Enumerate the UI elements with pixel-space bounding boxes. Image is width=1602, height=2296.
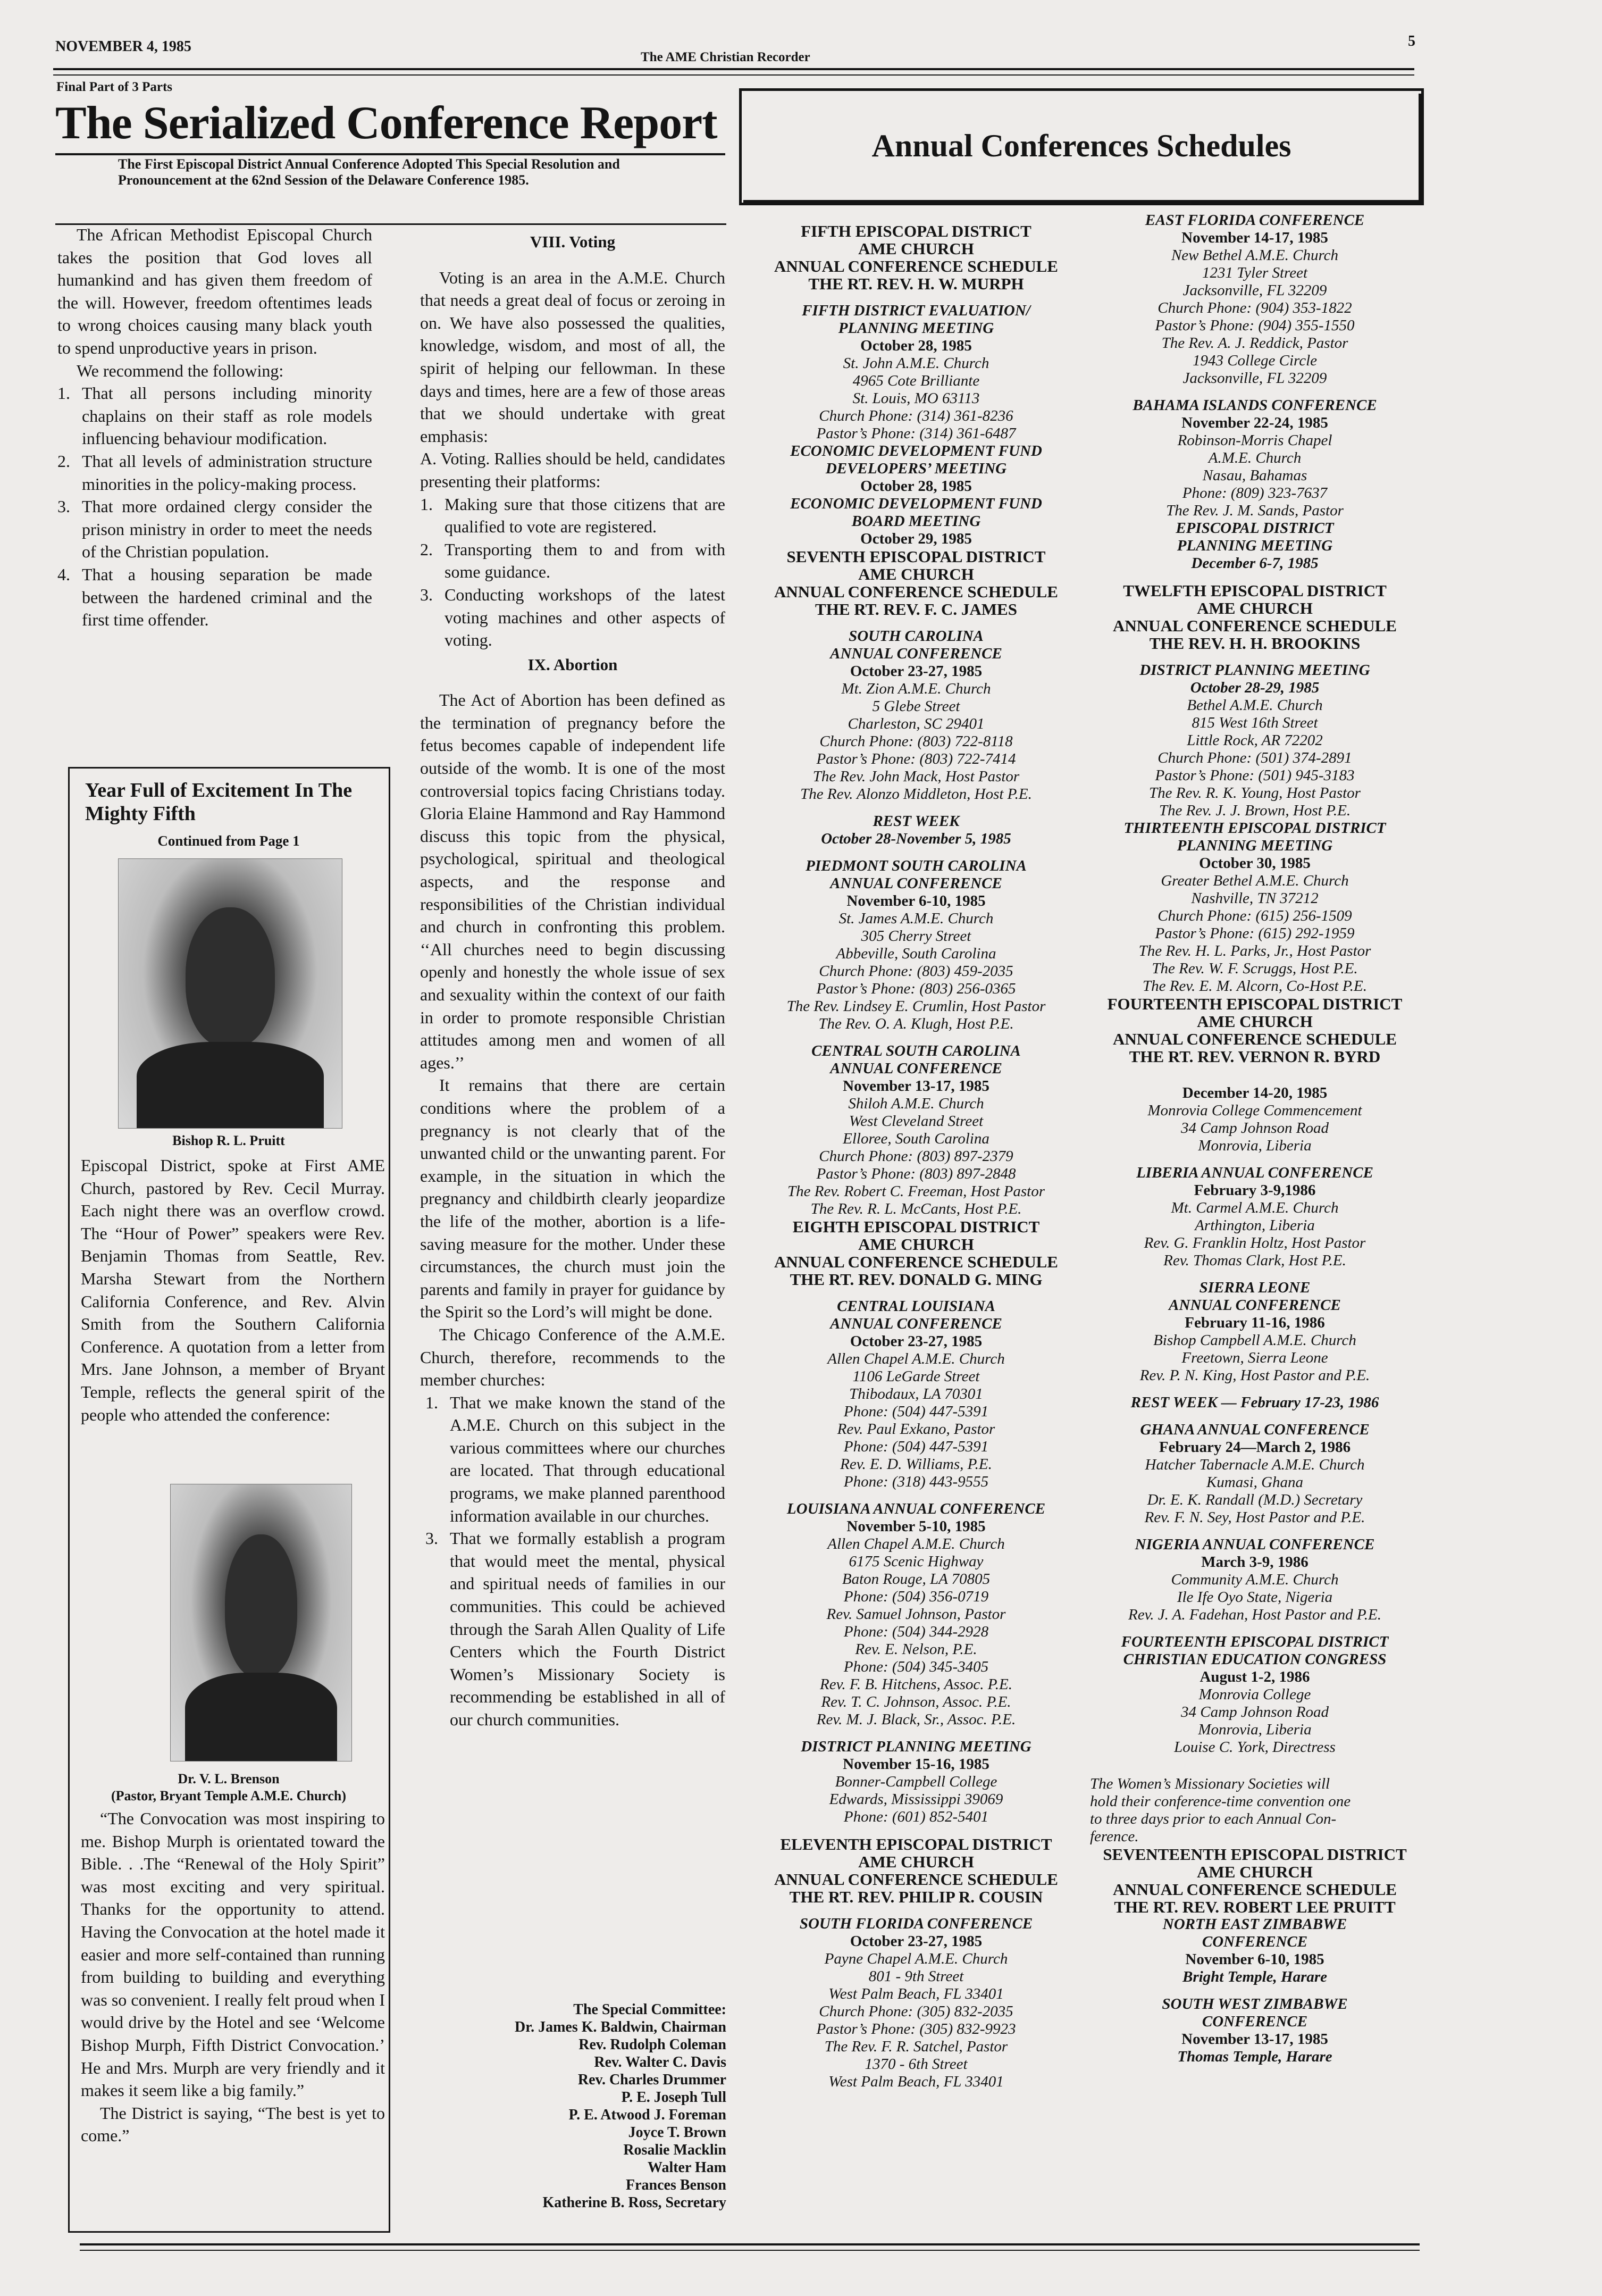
schedule-line: Monrovia College: [1198, 1686, 1311, 1703]
schedule-line: February 24—March 2, 1986: [1159, 1439, 1351, 1456]
committee-member: Rosalie Macklin: [623, 2142, 726, 2158]
district-heading: ANNUAL CONFERENCE SCHEDULE: [774, 582, 1058, 601]
district-heading: AME CHURCH: [1197, 599, 1313, 617]
schedule-column-1: [749, 222, 1084, 2091]
schedule-line: CENTRAL LOUISIANA: [837, 1298, 995, 1315]
district-heading: FOURTEENTH EPISCOPAL DISTRICT: [1107, 995, 1403, 1013]
schedule-line: The Women’s Missionary Societies will: [1090, 1775, 1330, 1792]
schedule-spacer: [1090, 387, 1420, 397]
schedule-line: Rev. G. Franklin Holtz, Host Pastor: [1144, 1234, 1366, 1251]
schedule-line: ANNUAL CONFERENCE: [830, 875, 1002, 892]
schedule-line: November 15-16, 1985: [843, 1756, 989, 1773]
schedule-line: Robinson-Morris Chapel: [1177, 432, 1332, 449]
schedule-spacer: [1090, 1756, 1420, 1766]
schedule-line: Rev. F. B. Hitchens, Assoc. P.E.: [820, 1676, 1012, 1693]
schedule-spacer: [1090, 1065, 1420, 1075]
list-item: 2. Transporting them to and from with some guidance.: [420, 539, 725, 582]
schedule-line: October 23-27, 1985: [850, 1333, 983, 1350]
list-item: 3. That more ordained clergy consider the prison ministry in order to meet the needs of the Christian population.: [57, 497, 372, 562]
committee-member: Walter Ham: [647, 2159, 726, 2176]
schedule-line: 6175 Scenic Highway: [849, 1553, 984, 1570]
schedule-spacer: [749, 1729, 1084, 1738]
schedule-line: The Rev. R. L. McCants, Host P.E.: [810, 1200, 1022, 1217]
schedule-line: SOUTH CAROLINA: [849, 628, 984, 645]
schedule-line: Monrovia College Commencement: [1147, 1102, 1362, 1119]
schedule-line: Rev. Samuel Johnson, Pastor: [826, 1606, 1006, 1623]
schedule-line: October 30, 1985: [1199, 855, 1311, 872]
photo-caption-brenson-title: (Pastor, Bryant Temple A.M.E. Church): [111, 1788, 347, 1804]
schedule-line: 815 West 16th Street: [1192, 714, 1318, 731]
schedule-line: St. Louis, MO 63113: [852, 390, 980, 407]
schedule-line: Jacksonville, FL 32209: [1182, 282, 1327, 299]
section-heading-voting: VIII. Voting: [530, 232, 616, 251]
schedule-line: Pastor’s Phone: (615) 292-1959: [1155, 925, 1355, 942]
schedule-line: December 6-7, 1985: [1191, 555, 1319, 572]
schedule-line: A.M.E. Church: [1208, 449, 1302, 466]
schedule-line: Monrovia, Liberia: [1198, 1137, 1312, 1154]
schedule-line: October 29, 1985: [860, 530, 972, 547]
schedule-line: August 1-2, 1986: [1200, 1668, 1310, 1685]
schedule-line: Phone: (504) 447-5391: [843, 1403, 989, 1420]
schedule-line: Pastor’s Phone: (803) 722-7414: [816, 750, 1016, 767]
schedule-line: December 14-20, 1985: [1182, 1084, 1328, 1101]
schedule-line: Little Rock, AR 72202: [1187, 732, 1323, 749]
district-heading: AME CHURCH: [858, 1852, 974, 1871]
schedule-line: November 22-24, 1985: [1181, 414, 1328, 431]
schedule-line: West Cleveland Street: [849, 1113, 984, 1130]
schedule-line: Church Phone: (803) 897-2379: [819, 1148, 1013, 1165]
schedule-line: Rev. F. N. Sey, Host Pastor and P.E.: [1144, 1509, 1365, 1526]
intro-column: [57, 223, 372, 631]
schedule-spacer: [749, 1033, 1084, 1042]
schedule-line: The Rev. Robert C. Freeman, Host Pastor: [787, 1183, 1045, 1200]
schedule-line: 1370 - 6th Street: [865, 2056, 968, 2073]
list-item: 2. That all levels of administration structure minorities in the policy-making process.: [57, 451, 372, 494]
footer-rule-thin: [80, 2250, 1420, 2251]
schedule-line: Phone: (504) 447-5391: [843, 1438, 989, 1455]
schedule-line: October 23-27, 1985: [850, 1933, 983, 1950]
schedule-line: FIFTH DISTRICT EVALUATION/: [802, 302, 1030, 319]
schedule-line: The Rev. J. J. Brown, Host P.E.: [1159, 802, 1351, 819]
photo-caption-brenson: Dr. V. L. Brenson: [178, 1771, 280, 1786]
schedule-line: February 11-16, 1986: [1185, 1314, 1325, 1331]
schedule-spacer: [1090, 1270, 1420, 1279]
schedule-line: Bonner-Campbell College: [835, 1773, 997, 1790]
schedule-line: Charleston, SC 29401: [848, 715, 985, 732]
schedule-line: 305 Cherry Street: [861, 928, 971, 945]
schedule-spacer: [749, 1491, 1084, 1500]
schedule-line: Pastor’s Phone: (501) 945-3183: [1155, 767, 1355, 784]
list-item: 4. That a housing separation be made between the hardened criminal and the first time offender.: [57, 564, 372, 630]
schedule-line: February 3-9,1986: [1194, 1182, 1316, 1199]
schedule-line: 4965 Cote Brilliante: [852, 372, 980, 389]
schedule-line: Ile Ife Oyo State, Nigeria: [1177, 1589, 1333, 1606]
schedule-line: Edwards, Mississippi 39069: [829, 1791, 1003, 1808]
list-item: 1. That all persons including minority chaplains on their staff as role models influencing behaviour modification.: [57, 383, 372, 448]
schedule-line: Pastor’s Phone: (904) 355-1550: [1155, 317, 1355, 334]
schedule-spacer: [1090, 1766, 1420, 1775]
schedule-line: 801 - 9th Street: [868, 1968, 964, 1985]
district-heading: SEVENTH EPISCOPAL DISTRICT: [786, 547, 1046, 566]
district-heading: FIFTH EPISCOPAL DISTRICT: [801, 222, 1031, 240]
district-heading: ANNUAL CONFERENCE SCHEDULE: [774, 1870, 1058, 1889]
header-rule: [53, 68, 1414, 70]
district-heading: THE REV. H. H. BROOKINS: [1149, 634, 1361, 653]
district-heading: THE RT. REV. DONALD G. MING: [790, 1270, 1043, 1289]
schedule-line: October 28, 1985: [860, 478, 972, 495]
schedule-line: Monrovia, Liberia: [1198, 1721, 1312, 1738]
abortion-paragraph-2: It remains that there are certain conditions where the problem of a pregnancy is not clearly that of the unwanted child or the unwanting parent. For example, in the situation in which the pregnancy and childbirth clearly jeopardize the life of the mother, abortion is a life-saving measure for the mother. Under these circumstances, the church must join the parents and family in prayer for guidance by the Spirit so the Lord’s will might be done.: [420, 1075, 725, 1322]
schedule-line: FOURTEENTH EPISCOPAL DISTRICT: [1121, 1633, 1389, 1650]
schedule-line: ference.: [1090, 1828, 1139, 1845]
schedule-line: Nashville, TN 37212: [1191, 890, 1319, 907]
schedule-line: Bishop Campbell A.M.E. Church: [1153, 1332, 1356, 1349]
district-heading: ANNUAL CONFERENCE SCHEDULE: [1113, 1880, 1397, 1899]
schedule-line: 1231 Tyler Street: [1202, 264, 1308, 281]
schedule-line: St. John A.M.E. Church: [843, 355, 989, 372]
committee-member: Rev. Walter C. Davis: [594, 2054, 726, 2070]
schedule-line: November 5-10, 1985: [846, 1518, 986, 1535]
voting-rallies: A. Voting. Rallies should be held, candidates presenting their platforms:: [420, 449, 725, 491]
article-deck: The First Episcopal District Annual Conference Adopted This Special Resolution and Pronouncement at the 62nd Session of the Delaware Conference 1985.: [118, 156, 620, 188]
schedule-line: ANNUAL CONFERENCE: [1169, 1297, 1341, 1314]
schedule-spacer: [749, 1906, 1084, 1915]
schedule-line: October 23-27, 1985: [850, 663, 983, 680]
schedule-spacer: [1090, 1624, 1420, 1633]
schedule-line: Rev. E. D. Williams, P.E.: [840, 1456, 992, 1473]
schedules-title: Annual Conferences Schedules: [871, 128, 1291, 163]
schedule-line: Pastor’s Phone: (803) 256-0365: [816, 980, 1016, 997]
committee-member: Rev. Rudolph Coleman: [578, 2036, 726, 2053]
schedule-line: Freetown, Sierra Leone: [1181, 1349, 1328, 1366]
schedule-line: SOUTH FLORIDA CONFERENCE: [799, 1915, 1033, 1932]
committee-member: Rev. Charles Drummer: [577, 2072, 726, 2088]
schedule-line: West Palm Beach, FL 33401: [828, 2073, 1004, 2090]
schedule-line: GHANA ANNUAL CONFERENCE: [1140, 1421, 1370, 1438]
schedule-line: Pastor’s Phone: (305) 832-9923: [816, 2021, 1016, 2038]
bishop-pruitt-photo: [118, 858, 342, 1129]
schedule-line: NORTH EAST ZIMBABWE: [1162, 1916, 1347, 1933]
schedule-line: SOUTH WEST ZIMBABWE: [1162, 1996, 1348, 2013]
schedule-line: The Rev. J. M. Sands, Pastor: [1166, 502, 1344, 519]
schedule-line: CONFERENCE: [1202, 1933, 1308, 1950]
schedules-title-shadow: [743, 200, 1424, 205]
schedule-line: EAST FLORIDA CONFERENCE: [1145, 212, 1365, 229]
schedule-line: Church Phone: (904) 353-1822: [1158, 299, 1352, 316]
intro-recommend: We recommend the following:: [77, 361, 284, 380]
schedule-line: ANNUAL CONFERENCE: [830, 1315, 1002, 1332]
schedule-line: Allen Chapel A.M.E. Church: [827, 1350, 1005, 1367]
schedule-line: SIERRA LEONE: [1199, 1279, 1311, 1296]
schedule-line: Church Phone: (803) 722-8118: [819, 733, 1013, 750]
schedule-line: Church Phone: (803) 459-2035: [819, 963, 1013, 980]
schedule-spacer: [749, 293, 1084, 302]
schedule-line: NIGERIA ANNUAL CONFERENCE: [1135, 1536, 1375, 1553]
schedule-line: Mt. Zion A.M.E. Church: [841, 680, 991, 697]
district-heading: ANNUAL CONFERENCE SCHEDULE: [1113, 1030, 1397, 1048]
schedule-line: Church Phone: (615) 256-1509: [1158, 907, 1352, 924]
schedule-line: Baton Rouge, LA 70805: [842, 1571, 991, 1588]
title-rule: [55, 153, 725, 155]
list-item: 3. Conducting workshops of the latest voting machines and other aspects of voting.: [420, 585, 725, 650]
schedule-spacer: [1090, 652, 1420, 662]
intro-paragraph: The African Methodist Episcopal Church takes the position that God loves all humankind and has given them freedom of the will. However, freedom oftentimes leads to wrong choices causing many black youth to spend unproductive years in prison.: [57, 225, 372, 357]
abortion-paragraph-1: The Act of Abortion has been defined as the termination of pregnancy before the fetus becomes capable of independent life outside of the womb. It is one of the most controversial topics facing Christians today. Gloria Elaine Hammond and Ray Hammond discuss this topic from the physical, psychological, spiritual and theological aspects, and the response and responsibilities of the Christian individual and church in confronting this problem. ‘‘All churches need to begin discussing openly and honestly the whole issue of sex and sexuality within the context of our faith in order to promote responsible Christian attitudes among men and women of all ages.’’: [420, 690, 725, 1072]
committee-member: Frances Benson: [626, 2177, 726, 2193]
schedule-line: Allen Chapel A.M.E. Church: [827, 1535, 1005, 1552]
schedule-line: Thibodaux, LA 70301: [849, 1385, 983, 1402]
schedule-line: New Bethel A.M.E. Church: [1171, 247, 1339, 264]
district-heading: SEVENTEENTH EPISCOPAL DISTRICT: [1103, 1845, 1407, 1864]
committee-member: Joyce T. Brown: [628, 2124, 726, 2141]
schedule-line: Mt. Carmel A.M.E. Church: [1171, 1199, 1339, 1216]
footer-rule: [80, 2243, 1420, 2245]
schedule-line: Rev. M. J. Black, Sr., Assoc. P.E.: [816, 1711, 1016, 1728]
schedule-line: Hatcher Tabernacle A.M.E. Church: [1145, 1456, 1365, 1473]
schedule-line: 1943 College Circle: [1192, 352, 1318, 369]
schedule-line: Bright Temple, Harare: [1182, 1968, 1328, 1985]
article-title: The Serialized Conference Report: [55, 97, 717, 149]
schedule-line: PLANNING MEETING: [1177, 837, 1333, 854]
schedule-line: Pastor’s Phone: (314) 361-6487: [816, 425, 1016, 442]
schedule-line: Community A.M.E. Church: [1171, 1571, 1339, 1588]
committee-member: Katherine B. Ross, Secretary: [542, 2194, 726, 2211]
schedule-line: CONFERENCE: [1202, 2013, 1308, 2030]
schedule-line: Phone: (504) 345-3405: [843, 1658, 989, 1675]
schedule-line: 34 Camp Johnson Road: [1181, 1704, 1329, 1721]
schedule-line: 34 Camp Johnson Road: [1181, 1120, 1329, 1137]
schedule-line: Rev. P. N. King, Host Pastor and P.E.: [1139, 1367, 1370, 1384]
section-heading-abortion: IX. Abortion: [527, 655, 618, 674]
voting-paragraph: Voting is an area in the A.M.E. Church that needs a great deal of focus or zeroing in on. We have also possessed the qualities, knowledge, wisdom, and most of all, the spirit of helping our fellowman. In these days and times, here are a few of those areas that we should undertake with great emphasis:: [420, 268, 725, 446]
schedule-line: Church Phone: (501) 374-2891: [1158, 749, 1352, 766]
schedule-line: Greater Bethel A.M.E. Church: [1161, 872, 1349, 889]
schedule-line: March 3-9, 1986: [1201, 1554, 1309, 1571]
schedule-line: The Rev. Alonzo Middleton, Host P.E.: [800, 786, 1032, 803]
schedule-line: November 13-17, 1985: [843, 1078, 989, 1095]
schedule-line: Arthington, Liberia: [1195, 1217, 1315, 1234]
schedule-line: BOARD MEETING: [851, 513, 981, 530]
schedule-line: October 28-29, 1985: [1190, 679, 1320, 696]
schedule-line: The Rev. H. L. Parks, Jr., Host Pastor: [1138, 942, 1371, 959]
schedule-line: Rev. E. Nelson, P.E.: [855, 1641, 977, 1658]
schedule-line: Phone: (809) 323-7637: [1182, 485, 1328, 502]
schedule-line: Rev. J. A. Fadehan, Host Pastor and P.E.: [1128, 1606, 1382, 1623]
district-heading: AME CHURCH: [1197, 1863, 1313, 1881]
schedule-line: Pastor’s Phone: (803) 897-2848: [816, 1165, 1016, 1182]
district-heading: THE RT. REV. F. C. JAMES: [815, 600, 1017, 619]
schedule-line: EPISCOPAL DISTRICT: [1176, 520, 1334, 537]
box-continued: Continued from Page 1: [157, 833, 300, 849]
schedule-line: Elloree, South Carolina: [843, 1130, 989, 1147]
schedule-line: Phone: (601) 852-5401: [843, 1808, 989, 1825]
voting-abortion-column: [420, 229, 725, 1731]
article-kicker: Final Part of 3 Parts: [56, 80, 173, 94]
schedule-line: Shiloh A.M.E. Church: [848, 1095, 984, 1112]
schedule-line: Nasau, Bahamas: [1202, 467, 1307, 484]
district-heading: TWELFTH EPISCOPAL DISTRICT: [1123, 581, 1387, 600]
dr-brenson-photo: [170, 1484, 352, 1761]
schedule-line: The Rev. R. K. Young, Host Pastor: [1149, 784, 1361, 801]
district-heading: ANNUAL CONFERENCE SCHEDULE: [774, 257, 1058, 275]
schedule-spacer: [749, 618, 1084, 628]
schedule-spacer: [1090, 1384, 1420, 1394]
district-heading: AME CHURCH: [858, 1235, 974, 1254]
box-text-1: Episcopal District, spoke at First AME Church, pastored by Rev. Cecil Murray. Each night there was an overflow crowd. The “Hour of Power” speakers were Rev. Benjamin Thomas from Seattle, Rev. Marsha Stewart from the Northern California Conference, and Rev. Alvin Smith from the Southern California Conference. A quotation from a letter from Mrs. Jane Johnson, a member of Bryant Temple, reflects the general spirit of the people who attended the conference:: [81, 1156, 385, 1424]
district-heading: AME CHURCH: [858, 239, 974, 258]
schedule-spacer: [1090, 1412, 1420, 1421]
schedule-line: PIEDMONT SOUTH CAROLINA: [806, 857, 1027, 874]
schedule-line: November 6-10, 1985: [846, 892, 986, 909]
schedule-line: to three days prior to each Annual Con-: [1090, 1810, 1337, 1827]
district-heading: EIGHTH EPISCOPAL DISTRICT: [792, 1217, 1040, 1236]
schedule-line: BAHAMA ISLANDS CONFERENCE: [1133, 397, 1377, 414]
district-heading: AME CHURCH: [1197, 1012, 1313, 1031]
schedule-line: Payne Chapel A.M.E. Church: [824, 1950, 1008, 1967]
schedule-line: Rev. T. C. Johnson, Assoc. P.E.: [821, 1693, 1011, 1710]
photo-caption-pruitt: Bishop R. L. Pruitt: [172, 1133, 285, 1148]
schedule-line: ECONOMIC DEVELOPMENT FUND: [790, 442, 1042, 460]
committee-member: P. E. Atwood J. Foreman: [568, 2107, 726, 2123]
schedule-line: Louise C. York, Directress: [1174, 1739, 1336, 1756]
schedule-line: REST WEEK — February 17-23, 1986: [1130, 1394, 1379, 1411]
schedule-line: Church Phone: (314) 361-8236: [819, 407, 1013, 424]
schedule-line: Bethel A.M.E. Church: [1187, 697, 1323, 714]
schedule-line: Jacksonville, FL 32209: [1182, 370, 1327, 387]
recommendations-list: [57, 382, 372, 631]
list-item: 1. That we make known the stand of the A.M.E. Church on this subject in the various committees where our churches are located. That through educational programs, we make planned parenthood information available in our churches.: [425, 1392, 725, 1525]
schedule-spacer: [749, 1826, 1084, 1835]
page-number: 5: [1408, 33, 1415, 49]
district-heading: THE RT. REV. H. W. MURPH: [808, 274, 1024, 293]
schedule-spacer: [1090, 1526, 1420, 1536]
abortion-paragraph-3: The Chicago Conference of the A.M.E. Church, therefore, recommends to the member churches:: [420, 1324, 725, 1390]
schedule-line: November 6-10, 1985: [1185, 1951, 1324, 1968]
schedule-line: Phone: (504) 356-0719: [843, 1588, 989, 1605]
schedule-line: ANNUAL CONFERENCE: [830, 645, 1002, 662]
schedule-line: October 28, 1985: [860, 337, 972, 354]
schedule-line: LOUISIANA ANNUAL CONFERENCE: [786, 1500, 1046, 1517]
schedule-line: DISTRICT PLANNING MEETING: [1139, 662, 1370, 679]
district-heading: ANNUAL CONFERENCE SCHEDULE: [1113, 616, 1397, 635]
schedule-line: The Rev. E. M. Alcorn, Co-Host P.E.: [1142, 978, 1368, 995]
voting-list: [420, 493, 725, 652]
schedule-line: ECONOMIC DEVELOPMENT FUND: [790, 495, 1042, 512]
schedule-line: Kumasi, Ghana: [1206, 1474, 1304, 1491]
district-heading: AME CHURCH: [858, 565, 974, 583]
schedule-line: October 28-November 5, 1985: [821, 830, 1011, 847]
schedule-line: November 13-17, 1985: [1181, 2031, 1328, 2048]
schedule-line: Phone: (504) 344-2928: [843, 1623, 989, 1640]
district-heading: ELEVENTH EPISCOPAL DISTRICT: [780, 1835, 1052, 1854]
list-item: 1. Making sure that those citizens that are qualified to vote are registered.: [420, 494, 725, 537]
schedule-line: CHRISTIAN EDUCATION CONGRESS: [1123, 1651, 1387, 1668]
box-title: Year Full of Excitement In The Mighty Fifth: [85, 779, 353, 825]
committee-member: P. E. Joseph Tull: [621, 2089, 726, 2106]
committee-member: Dr. James K. Baldwin, Chairman: [514, 2019, 726, 2035]
schedule-spacer: [1090, 1986, 1420, 1996]
schedule-line: Rev. Thomas Clark, Host P.E.: [1163, 1252, 1346, 1269]
schedule-column-2: [1090, 212, 1420, 2066]
schedule-line: CENTRAL SOUTH CAROLINA: [811, 1042, 1021, 1059]
schedule-line: The Rev. A. J. Reddick, Pastor: [1161, 335, 1348, 352]
newspaper-name: The AME Christian Recorder: [641, 50, 810, 64]
schedule-line: DEVELOPERS’ MEETING: [825, 460, 1007, 477]
schedule-line: The Rev. John Mack, Host Pastor: [812, 768, 1020, 785]
schedule-line: Thomas Temple, Harare: [1177, 2048, 1332, 2065]
special-committee: [420, 2001, 726, 2211]
schedule-line: 1106 LeGarde Street: [852, 1368, 980, 1385]
schedule-line: The Rev. Lindsey E. Crumlin, Host Pastor: [786, 998, 1046, 1015]
schedule-spacer: [749, 848, 1084, 857]
schedule-line: PLANNING MEETING: [1177, 537, 1333, 554]
schedule-spacer: [1090, 572, 1420, 582]
schedule-spacer: [749, 803, 1084, 813]
schedule-spacer: [749, 1288, 1084, 1298]
schedule-line: Rev. Paul Exkano, Pastor: [837, 1421, 995, 1438]
issue-date: NOVEMBER 4, 1985: [55, 38, 191, 55]
schedule-line: hold their conference-time convention one: [1090, 1793, 1351, 1810]
box-text-2: “The Convocation was most inspiring to me. Bishop Murph is orientated toward the Bible. . .The “Renewal of the Holy Spirit” was most exciting and very spiritual. Thanks for the opportunity to attend. Having the Convocation at the hotel made it easier and more self-contained than running from building to building and everything was so convenient. I really felt proud when I would drive by the Hotel and see ‘Welcome Bishop Murph, Fifth District Convocation.’ He and Mrs. Murph are very friendly and it makes it seem like a big family.” The District is saying, “The best is yet to come.”: [81, 1809, 385, 2145]
schedule-line: The Rev. W. F. Scruggs, Host P.E.: [1152, 960, 1358, 977]
district-heading: ANNUAL CONFERENCE SCHEDULE: [774, 1253, 1058, 1271]
schedule-line: Abbeville, South Carolina: [836, 945, 996, 962]
district-heading: THE RT. REV. VERNON R. BYRD: [1129, 1047, 1381, 1066]
header-rule-thin: [53, 74, 1414, 76]
schedule-spacer: [1090, 1155, 1420, 1164]
schedule-line: 5 Glebe Street: [872, 698, 960, 715]
schedule-line: PLANNING MEETING: [838, 320, 994, 337]
schedule-line: Dr. E. K. Randall (M.D.) Secretary: [1147, 1491, 1363, 1508]
committee-heading: The Special Committee:: [573, 2001, 726, 2018]
schedule-line: The Rev. O. A. Klugh, Host P.E.: [818, 1015, 1014, 1032]
schedule-line: THIRTEENTH EPISCOPAL DISTRICT: [1123, 820, 1386, 837]
schedule-line: November 14-17, 1985: [1181, 229, 1328, 246]
schedule-line: The Rev. F. R. Satchel, Pastor: [824, 2038, 1008, 2055]
schedule-line: DISTRICT PLANNING MEETING: [801, 1738, 1031, 1755]
schedule-line: Church Phone: (305) 832-2035: [819, 2003, 1013, 2020]
district-heading: THE RT. REV. PHILIP R. COUSIN: [789, 1888, 1043, 1906]
schedule-line: LIBERIA ANNUAL CONFERENCE: [1136, 1164, 1373, 1181]
schedule-line: West Palm Beach, FL 33401: [828, 1985, 1004, 2002]
schedule-line: ANNUAL CONFERENCE: [830, 1060, 1002, 1077]
schedule-line: Phone: (318) 443-9555: [843, 1473, 989, 1490]
list-item: 3. That we formally establish a program that would meet the mental, physical and spiritual needs of families in our communities. This could be achieved through the Sarah Allen Quality of Life Centers which the Fourth District Women’s Missionary Society is recommending be established in all of our church communities.: [425, 1529, 725, 1729]
abortion-list: [420, 1391, 725, 1731]
schedule-line: St. James A.M.E. Church: [838, 910, 994, 927]
schedule-line: REST WEEK: [873, 813, 960, 830]
district-heading: THE RT. REV. ROBERT LEE PRUITT: [1114, 1898, 1396, 1916]
schedule-spacer: [1090, 1075, 1420, 1084]
